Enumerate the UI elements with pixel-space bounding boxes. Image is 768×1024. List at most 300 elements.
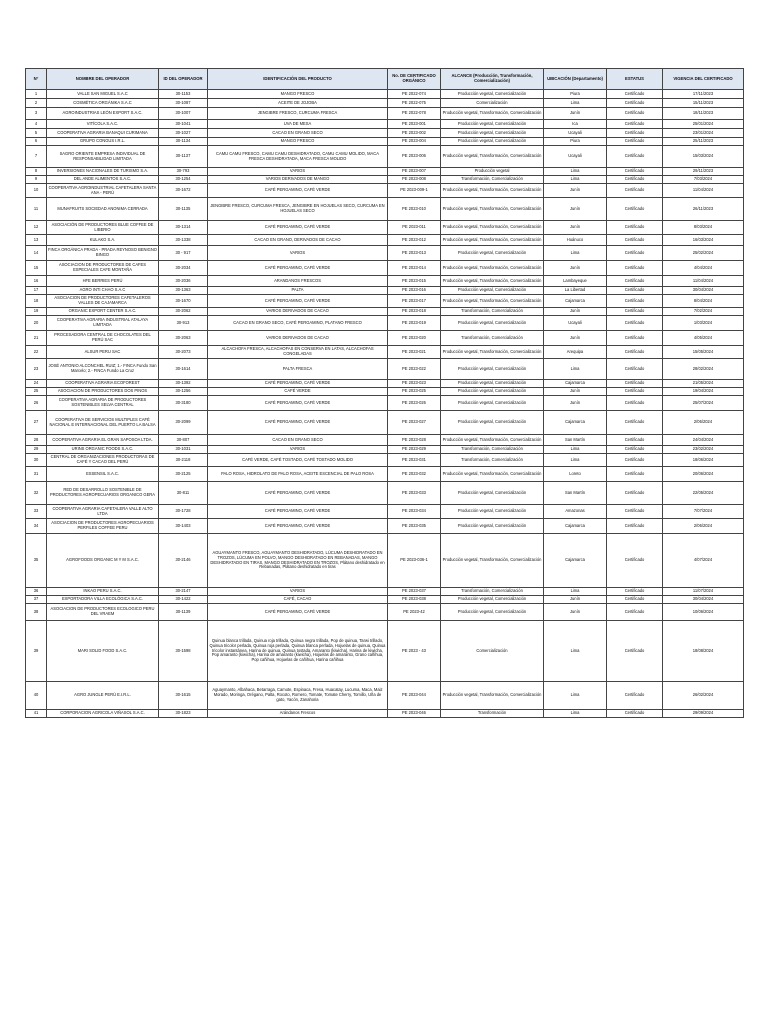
scope-cell: Producción vegetal, Comercialización [441, 129, 544, 138]
operator-id-cell: 30-1137 [159, 146, 208, 168]
row-number-cell: 11 [26, 198, 47, 221]
header-scope: ALCANCE (Producción, Transformación, Comercialización) [441, 69, 544, 90]
product-cell: ACEITE DE JOJOBA [208, 99, 388, 108]
status-cell: Certificado [607, 682, 663, 710]
location-cell: Junín [544, 308, 607, 316]
status-cell: Certificado [607, 710, 663, 718]
operator-name-cell: AGRO INTI CHAO S.A.C [47, 287, 159, 295]
operator-id-cell: 30-793 [159, 168, 208, 176]
header-row [26, 69, 744, 90]
row-number-cell: 12 [26, 221, 47, 235]
certificate-number-cell: PE 2023-021 [388, 346, 441, 359]
validity-cell: 22/05/2024 [663, 482, 744, 505]
table-row [26, 295, 744, 308]
operator-name-cell: PROCESADORA CENTRAL DE CHOCOLATES DEL PERÚ SAC [47, 331, 159, 346]
row-number-cell: 4 [26, 120, 47, 129]
operator-name-cell: MUNAFRUITS SOCIEDAD ANONIMA CERRADA [47, 198, 159, 221]
scope-cell: Producción vegetal, Transformación, Comercialización [441, 276, 544, 287]
scope-cell: Producción vegetal, Transformación, Comercialización [441, 295, 544, 308]
scope-cell: Transformación [441, 710, 544, 718]
validity-cell: 23/01/2024 [663, 129, 744, 138]
validity-cell: 15/05/2024 [663, 346, 744, 359]
operator-name-cell: ASOCIACION DE PRODUCTORES DOS PINOS [47, 388, 159, 396]
product-cell: CACAO EN GRANO SECO, CAFÉ PERGAMINO, PLATANO FRESCO [208, 316, 388, 331]
certificate-number-cell: PE 2023-027 [388, 411, 441, 435]
header-number: N° [26, 69, 47, 90]
scope-cell: Producción vegetal, Transformación, Comercialización [441, 435, 544, 446]
location-cell: Huánuco [544, 235, 607, 246]
product-cell: PALTA [208, 287, 388, 295]
validity-cell: 29/11/2023 [663, 168, 744, 176]
status-cell: Certificado [607, 129, 663, 138]
status-cell: Certificado [607, 505, 663, 519]
status-cell: Certificado [607, 454, 663, 467]
operator-name-cell: AGROFOODS ORGANIC M Y M S.A.C. [47, 534, 159, 588]
table-row [26, 316, 744, 331]
operator-id-cell: 30-2147 [159, 588, 208, 596]
table-row [26, 388, 744, 396]
validity-cell: 25/11/2023 [663, 138, 744, 146]
row-number-cell: 16 [26, 276, 47, 287]
operator-id-cell: 30-1041 [159, 120, 208, 129]
table-row [26, 454, 744, 467]
operator-id-cell: 30-807 [159, 435, 208, 446]
row-number-cell: 23 [26, 359, 47, 380]
certificate-number-cell: PE 2023-011 [388, 221, 441, 235]
row-number-cell: 38 [26, 604, 47, 621]
certificate-table-sheet [25, 68, 743, 718]
status-cell: Certificado [607, 99, 663, 108]
certificate-number-cell: PE 2023-010 [388, 198, 441, 221]
row-number-cell: 39 [26, 621, 47, 682]
product-cell: MANGO FRESCO [208, 138, 388, 146]
location-cell: Ucayali [544, 129, 607, 138]
product-cell: CAFÉ, CACAO [208, 596, 388, 604]
location-cell: Junín [544, 331, 607, 346]
scope-cell: Producción vegetal, Transformación, Comercialización [441, 682, 544, 710]
location-cell: Lima [544, 710, 607, 718]
row-number-cell: 28 [26, 435, 47, 446]
certificate-number-cell: PE 2023-036-1 [388, 534, 441, 588]
validity-cell: 18/11/2023 [663, 108, 744, 120]
operator-id-cell: 30-1256 [159, 388, 208, 396]
validity-cell: 30/04/2024 [663, 287, 744, 295]
table-row [26, 435, 744, 446]
table-row [26, 596, 744, 604]
operator-id-cell: 30-1672 [159, 184, 208, 198]
certificate-number-cell: PE 2023-009-1 [388, 184, 441, 198]
status-cell: Certificado [607, 588, 663, 596]
operator-id-cell: 30-1027 [159, 129, 208, 138]
operator-name-cell: ASOCIACIÓN DE PRODUCTORES BLUE COFFEE DE LIBERIO [47, 221, 159, 235]
operator-id-cell: 30-2073 [159, 346, 208, 359]
table-header [26, 69, 744, 90]
product-cell: CAFÉ PERGAMINO, CAFÉ VERDE [208, 380, 388, 388]
status-cell: Certificado [607, 596, 663, 604]
status-cell: Certificado [607, 604, 663, 621]
certificate-number-cell: PE 2023-032 [388, 467, 441, 482]
certificate-number-cell: PE 2023-046 [388, 710, 441, 718]
validity-cell: 2/06/2024 [663, 519, 744, 534]
row-number-cell: 34 [26, 519, 47, 534]
table-row [26, 411, 744, 435]
operator-name-cell: KULAKO S.A. [47, 235, 159, 246]
certificate-number-cell: PE 2023-42 [388, 604, 441, 621]
operator-name-cell: COOPERATIVA AGRARIA EL GRAN SAPOSOA LTDA. [47, 435, 159, 446]
status-cell: Certificado [607, 316, 663, 331]
product-cell: CAFÉ PERGAMINO, CAFÉ VERDE [208, 184, 388, 198]
status-cell: Certificado [607, 235, 663, 246]
validity-cell: 29/09/2024 [663, 710, 744, 718]
validity-cell: 8/03/2024 [663, 221, 744, 235]
scope-cell: Producción vegetal, Comercialización [441, 316, 544, 331]
row-number-cell: 19 [26, 308, 47, 316]
table-row [26, 99, 744, 108]
operator-id-cell: 30-2034 [159, 261, 208, 276]
operator-name-cell: COOPERATIVA DE SERVICIOS MULTIPLES CAFÉ NACIONAL E INTERNACIONAL DEL PUERTO LA BALSA [47, 411, 159, 435]
table-row [26, 346, 744, 359]
validity-cell: 7/02/2024 [663, 308, 744, 316]
location-cell: Junín [544, 396, 607, 411]
scope-cell: Transformación, Comercialización [441, 331, 544, 346]
scope-cell: Transformación, Comercialización [441, 454, 544, 467]
certificate-number-cell: PE 2023-044 [388, 682, 441, 710]
location-cell: Lima [544, 99, 607, 108]
certificate-number-cell: PE 2023-025 [388, 388, 441, 396]
scope-cell: Producción vegetal, Comercialización [441, 519, 544, 534]
table-row [26, 235, 744, 246]
row-number-cell: 14 [26, 246, 47, 261]
operator-id-cell: 30-1614 [159, 359, 208, 380]
operator-id-cell: 30-2146 [159, 534, 208, 588]
operator-id-cell: 30-1007 [159, 108, 208, 120]
scope-cell: Producción vegetal [441, 168, 544, 176]
operator-id-cell: 30-1134 [159, 138, 208, 146]
scope-cell: Producción vegetal, Transformación, Comercialización [441, 534, 544, 588]
status-cell: Certificado [607, 359, 663, 380]
status-cell: Certificado [607, 198, 663, 221]
validity-cell: 20/06/2024 [663, 467, 744, 482]
status-cell: Certificado [607, 467, 663, 482]
table-row [26, 138, 744, 146]
operator-id-cell: 30-1422 [159, 596, 208, 604]
scope-cell: Producción vegetal, Comercialización [441, 380, 544, 388]
operator-name-cell: MARI SOLID FOOD S.A.C. [47, 621, 159, 682]
scope-cell: Producción vegetal, Comercialización [441, 287, 544, 295]
certificate-number-cell: PE 2023-017 [388, 295, 441, 308]
product-cell: CACAO EN GRANO SECO [208, 435, 388, 446]
scope-cell: Transformación, Comercialización [441, 308, 544, 316]
scope-cell: Transformación, Comercialización [441, 176, 544, 184]
scope-cell: Producción vegetal, Transformación, Comercialización [441, 235, 544, 246]
row-number-cell: 10 [26, 184, 47, 198]
status-cell: Certificado [607, 388, 663, 396]
operator-id-cell: 30-1403 [159, 519, 208, 534]
location-cell: Junín [544, 108, 607, 120]
row-number-cell: 27 [26, 411, 47, 435]
operator-id-cell: 30-1254 [159, 176, 208, 184]
status-cell: Certificado [607, 482, 663, 505]
location-cell: Junín [544, 596, 607, 604]
product-cell: UVA DE MESA [208, 120, 388, 129]
header-status: ESTATUS [607, 69, 663, 90]
operator-name-cell: JOSÉ ANTONIO ALCONCHEL RUIZ; 1.- FINCA Fundo San Marcelo; 2.- FINCA Fundo La Cruz [47, 359, 159, 380]
validity-cell: 15/03/2024 [663, 146, 744, 168]
operator-id-cell: 30-1615 [159, 682, 208, 710]
product-cell: Arándanos Frescos [208, 710, 388, 718]
operator-name-cell: COOPERATIVA AGRARIA DE PRODUCTORES SOSTENIBLES SELVA CENTRAL [47, 396, 159, 411]
scope-cell: Producción vegetal, Comercialización [441, 388, 544, 396]
validity-cell: 8/04/2024 [663, 295, 744, 308]
operator-id-cell: 30-2062 [159, 308, 208, 316]
table-row [26, 534, 744, 588]
certificate-number-cell: PE 2023-016 [388, 287, 441, 295]
table-row [26, 682, 744, 710]
location-cell: Ucayali [544, 316, 607, 331]
table-row [26, 129, 744, 138]
product-cell: CAFÉ PERGAMINO, CAFÉ VERDE [208, 519, 388, 534]
location-cell: Lima [544, 682, 607, 710]
location-cell: Cajamarca [544, 519, 607, 534]
validity-cell: 4/05/2024 [663, 331, 744, 346]
certificate-number-cell: PE 2023-026 [388, 396, 441, 411]
table-row [26, 467, 744, 482]
operator-id-cell: 30-2036 [159, 276, 208, 287]
header-operator-id: ID DEL OPERADOR [159, 69, 208, 90]
table-row [26, 505, 744, 519]
location-cell: Ucayali [544, 146, 607, 168]
table-row [26, 710, 744, 718]
product-cell: VARIOS DERIVADOS DE CACAO [208, 308, 388, 316]
operator-name-cell: COOPERATIVA AGRARIA CAFETALERA VALLE ALTO LTDA [47, 505, 159, 519]
validity-cell: 24/04/2024 [663, 435, 744, 446]
certificate-number-cell: PE 2023-023 [388, 380, 441, 388]
header-product: IDENTIFICACIÓN DEL PRODUCTO [208, 69, 388, 90]
table-row [26, 198, 744, 221]
scope-cell: Producción vegetal, Comercialización [441, 604, 544, 621]
row-number-cell: 32 [26, 482, 47, 505]
operator-name-cell: COOPERATIVA AGRARIA ECOFOREST [47, 380, 159, 388]
certificate-number-cell: PE 2023-037 [388, 588, 441, 596]
location-cell: Lima [544, 446, 607, 454]
product-cell: CAFÉ VERDE [208, 388, 388, 396]
operator-name-cell: CENTRAL DE ORGANIZACIONES PRODUCTORAS DE CAFÉ Y CACAO DEL PERÚ [47, 454, 159, 467]
product-cell: CAFÉ PERGAMINO, CAFÉ VERDE [208, 411, 388, 435]
row-number-cell: 13 [26, 235, 47, 246]
row-number-cell: 41 [26, 710, 47, 718]
table-row [26, 146, 744, 168]
operator-name-cell: COOPERATIVA AGRARIA INDUSTRIAL ATALAYA LIMITADA [47, 316, 159, 331]
location-cell: Amazonas [544, 505, 607, 519]
product-cell: MANGO FRESCO [208, 90, 388, 99]
product-cell: CAFÉ PERGAMINO, CAFÉ VERDE [208, 295, 388, 308]
operator-name-cell: CORPORACION AGRICOLA VIÑASOL S.A.C. [47, 710, 159, 718]
row-number-cell: 30 [26, 454, 47, 467]
row-number-cell: 25 [26, 388, 47, 396]
operator-id-cell: 30-1363 [159, 287, 208, 295]
product-cell: VARIOS [208, 246, 388, 261]
location-cell: Junín [544, 184, 607, 198]
product-cell: Quinua blanca trillada, Quinua roja trillada, Quinua negra trillada, Pop de quinua, Tarwi trillado, Quinua tricolor perlada, Quinua roja perlada, Quinua blanca perlada, Hojuelas de quinua, Quinua tricolor instantánea, Harina de quinua, Quinua tostada, Amaranto (kiwicha), Harina de kiwicha, Pop amaranto (kiwicha), Harina de amaranto (kiwicha), Hojuelas de amaranto, Grano cañihua, Pop cañihua, Hojuelas de cañihua, Harina cañihua [208, 621, 388, 682]
operator-name-cell: ESSENSIL S.A.C. [47, 467, 159, 482]
operator-id-cell: 30-1823 [159, 710, 208, 718]
header-certificate-number: No. DE CERTIFICADO ORGÁNICO [388, 69, 441, 90]
row-number-cell: 6 [26, 138, 47, 146]
location-cell: Lima [544, 176, 607, 184]
product-cell: VARIOS [208, 588, 388, 596]
certificate-number-cell: PE 2023-007 [388, 168, 441, 176]
location-cell: Cajamarca [544, 380, 607, 388]
product-cell: ALCACHOFA FRESCA, ALCACHOFAS EN CONSERVA EN LATAS, ALCACHOFAS CONGELADAS [208, 346, 388, 359]
status-cell: Certificado [607, 168, 663, 176]
operator-id-cell: 30-1338 [159, 235, 208, 246]
certificate-number-cell: PE 2023-028 [388, 435, 441, 446]
location-cell: La Libertad [544, 287, 607, 295]
operator-name-cell: AGRO JUNGLE PERÚ E.I.R.L. [47, 682, 159, 710]
validity-cell: 1/03/2024 [663, 316, 744, 331]
operator-id-cell: 30-1087 [159, 99, 208, 108]
row-number-cell: 5 [26, 129, 47, 138]
certificate-number-cell: PE 2022-074 [388, 90, 441, 99]
validity-cell: 4/07/2024 [663, 534, 744, 588]
location-cell: Junín [544, 198, 607, 221]
location-cell: San Martín [544, 435, 607, 446]
operator-name-cell: ASOCIACION DE PRODUCTORES ECOLOGICO PERU DEL VRAEM [47, 604, 159, 621]
status-cell: Certificado [607, 108, 663, 120]
certificate-number-cell: PE 2023-022 [388, 359, 441, 380]
product-cell: VARIOS [208, 446, 388, 454]
operator-id-cell: 30-1314 [159, 221, 208, 235]
operator-name-cell: COSMÉTICA ORGÁNIKA S.A.C [47, 99, 159, 108]
row-number-cell: 21 [26, 331, 47, 346]
status-cell: Certificado [607, 184, 663, 198]
status-cell: Certificado [607, 346, 663, 359]
operator-id-cell: 30-1670 [159, 295, 208, 308]
row-number-cell: 2 [26, 99, 47, 108]
status-cell: Certificado [607, 176, 663, 184]
validity-cell: 17/11/2023 [663, 90, 744, 99]
scope-cell: Comercialización [441, 99, 544, 108]
operator-id-cell: 30-1392 [159, 380, 208, 388]
operator-id-cell: 30 - 917 [159, 246, 208, 261]
table-row [26, 276, 744, 287]
row-number-cell: 36 [26, 588, 47, 596]
certificate-number-cell: PE 2023-033 [388, 482, 441, 505]
table-row [26, 261, 744, 276]
status-cell: Certificado [607, 276, 663, 287]
table-row [26, 604, 744, 621]
location-cell: Piura [544, 138, 607, 146]
product-cell: VARIOS DERIVADOS DE CACAO [208, 331, 388, 346]
organic-operators-table [25, 68, 744, 718]
product-cell: CAFÉ PERGAMINO, CAFÉ VERDE [208, 505, 388, 519]
table-row [26, 331, 744, 346]
operator-name-cell: EXPORTADORA VILLA ECOLÓGICA S.A.C. [47, 596, 159, 604]
status-cell: Certificado [607, 287, 663, 295]
validity-cell: 18/08/2024 [663, 621, 744, 682]
certificate-number-cell: PE 2023-035 [388, 519, 441, 534]
location-cell: Cajamarca [544, 534, 607, 588]
operator-id-cell: 30-2063 [159, 331, 208, 346]
product-cell: CAMU CAMU FRESCO, CAMU CAMU DESHIDRATADO, CAMU CAMU MOLIDO, MACA FRESCA DESHIDRATADA, MACA FRESCA MOLIDO [208, 146, 388, 168]
validity-cell: 26/11/2023 [663, 198, 744, 221]
validity-cell: 11/07/2024 [663, 588, 744, 596]
operator-name-cell: DEL ANDE ALIMENTOS S.A.C. [47, 176, 159, 184]
table-body [26, 90, 744, 718]
validity-cell: 7/03/2024 [663, 176, 744, 184]
operator-name-cell: INKAO PERU S.A.C. [47, 588, 159, 596]
location-cell: Cajamarca [544, 411, 607, 435]
table-row [26, 108, 744, 120]
scope-cell: Producción vegetal, Comercialización [441, 411, 544, 435]
table-row [26, 184, 744, 198]
scope-cell: Producción vegetal, Comercialización [441, 120, 544, 129]
certificate-number-cell: PE 2023-015 [388, 276, 441, 287]
operator-id-cell: 30-1153 [159, 90, 208, 99]
validity-cell: 16/03/2024 [663, 235, 744, 246]
table-row [26, 120, 744, 129]
table-row [26, 396, 744, 411]
row-number-cell: 26 [26, 396, 47, 411]
status-cell: Certificado [607, 519, 663, 534]
row-number-cell: 8 [26, 168, 47, 176]
row-number-cell: 9 [26, 176, 47, 184]
operator-name-cell: INVERSIONES NACIONALES DE TURISMO S.A. [47, 168, 159, 176]
product-cell: CAFÉ PERGAMINO, CAFÉ VERDE [208, 604, 388, 621]
table-row [26, 519, 744, 534]
header-location: UBICACIÓN (Departamento) [544, 69, 607, 90]
product-cell: Aguaymanto, Albahaca, Betarraga, Camote, Espinaca, Fresa, Huacatay, Lucuma, Maca, Maiz Morado, Moringa, Orégano, Palta, Rocoto, Romero, Tomate, Tomate Cherry, Tomillo, Uña de gato, Yacón, Zanahoria [208, 682, 388, 710]
table-row [26, 246, 744, 261]
validity-cell: 11/04/2024 [663, 276, 744, 287]
status-cell: Certificado [607, 411, 663, 435]
operator-name-cell: ASOCIACION DE PRODUCTORES AGROPECUARIOS PERFILES COFFEE PERU [47, 519, 159, 534]
table-row [26, 588, 744, 596]
product-cell: CAFÉ PERGAMINO, CAFÉ VERDE [208, 396, 388, 411]
validity-cell: 23/02/2024 [663, 446, 744, 454]
scope-cell: Producción vegetal, Comercialización [441, 138, 544, 146]
row-number-cell: 1 [26, 90, 47, 99]
row-number-cell: 29 [26, 446, 47, 454]
status-cell: Certificado [607, 331, 663, 346]
product-cell: CAFÉ PERGAMINO, CAFÉ VERDE [208, 221, 388, 235]
operator-name-cell: FINCA ORGÁNICA PRADA - PRADA REYNOSO BENIGNO BINGO [47, 246, 159, 261]
scope-cell: Producción vegetal, Comercialización [441, 596, 544, 604]
operator-name-cell: COOPERATIVA AGROINDUSTRIAL CAFETALERA SANTA ANA - PERÚ [47, 184, 159, 198]
operator-name-cell: AGROINDUSTRIAS LEÓN EXPORT S.A.C. [47, 108, 159, 120]
scope-cell: Producción vegetal, Transformación, Comercialización [441, 467, 544, 482]
row-number-cell: 18 [26, 295, 47, 308]
status-cell: Certificado [607, 380, 663, 388]
operator-name-cell: VITÍCOLA S.A.C. [47, 120, 159, 129]
certificate-number-cell: PE 2023-038 [388, 596, 441, 604]
table-row [26, 287, 744, 295]
certificate-number-cell: PE 2023-012 [388, 235, 441, 246]
status-cell: Certificado [607, 534, 663, 588]
product-cell: CAFÉ PERGAMINO, CAFÉ VERDE [208, 261, 388, 276]
scope-cell: Producción vegetal, Comercialización [441, 505, 544, 519]
status-cell: Certificado [607, 446, 663, 454]
table-row [26, 380, 744, 388]
product-cell: ARANDANOS FRESCOS [208, 276, 388, 287]
location-cell: Junín [544, 604, 607, 621]
location-cell: Loreto [544, 467, 607, 482]
validity-cell: 28/02/2024 [663, 359, 744, 380]
location-cell: Junín [544, 261, 607, 276]
scope-cell: Transformación, Comercialización [441, 588, 544, 596]
validity-cell: 11/04/2024 [663, 184, 744, 198]
header-validity: VIGENCIA DEL CERTIFICADO [663, 69, 744, 90]
